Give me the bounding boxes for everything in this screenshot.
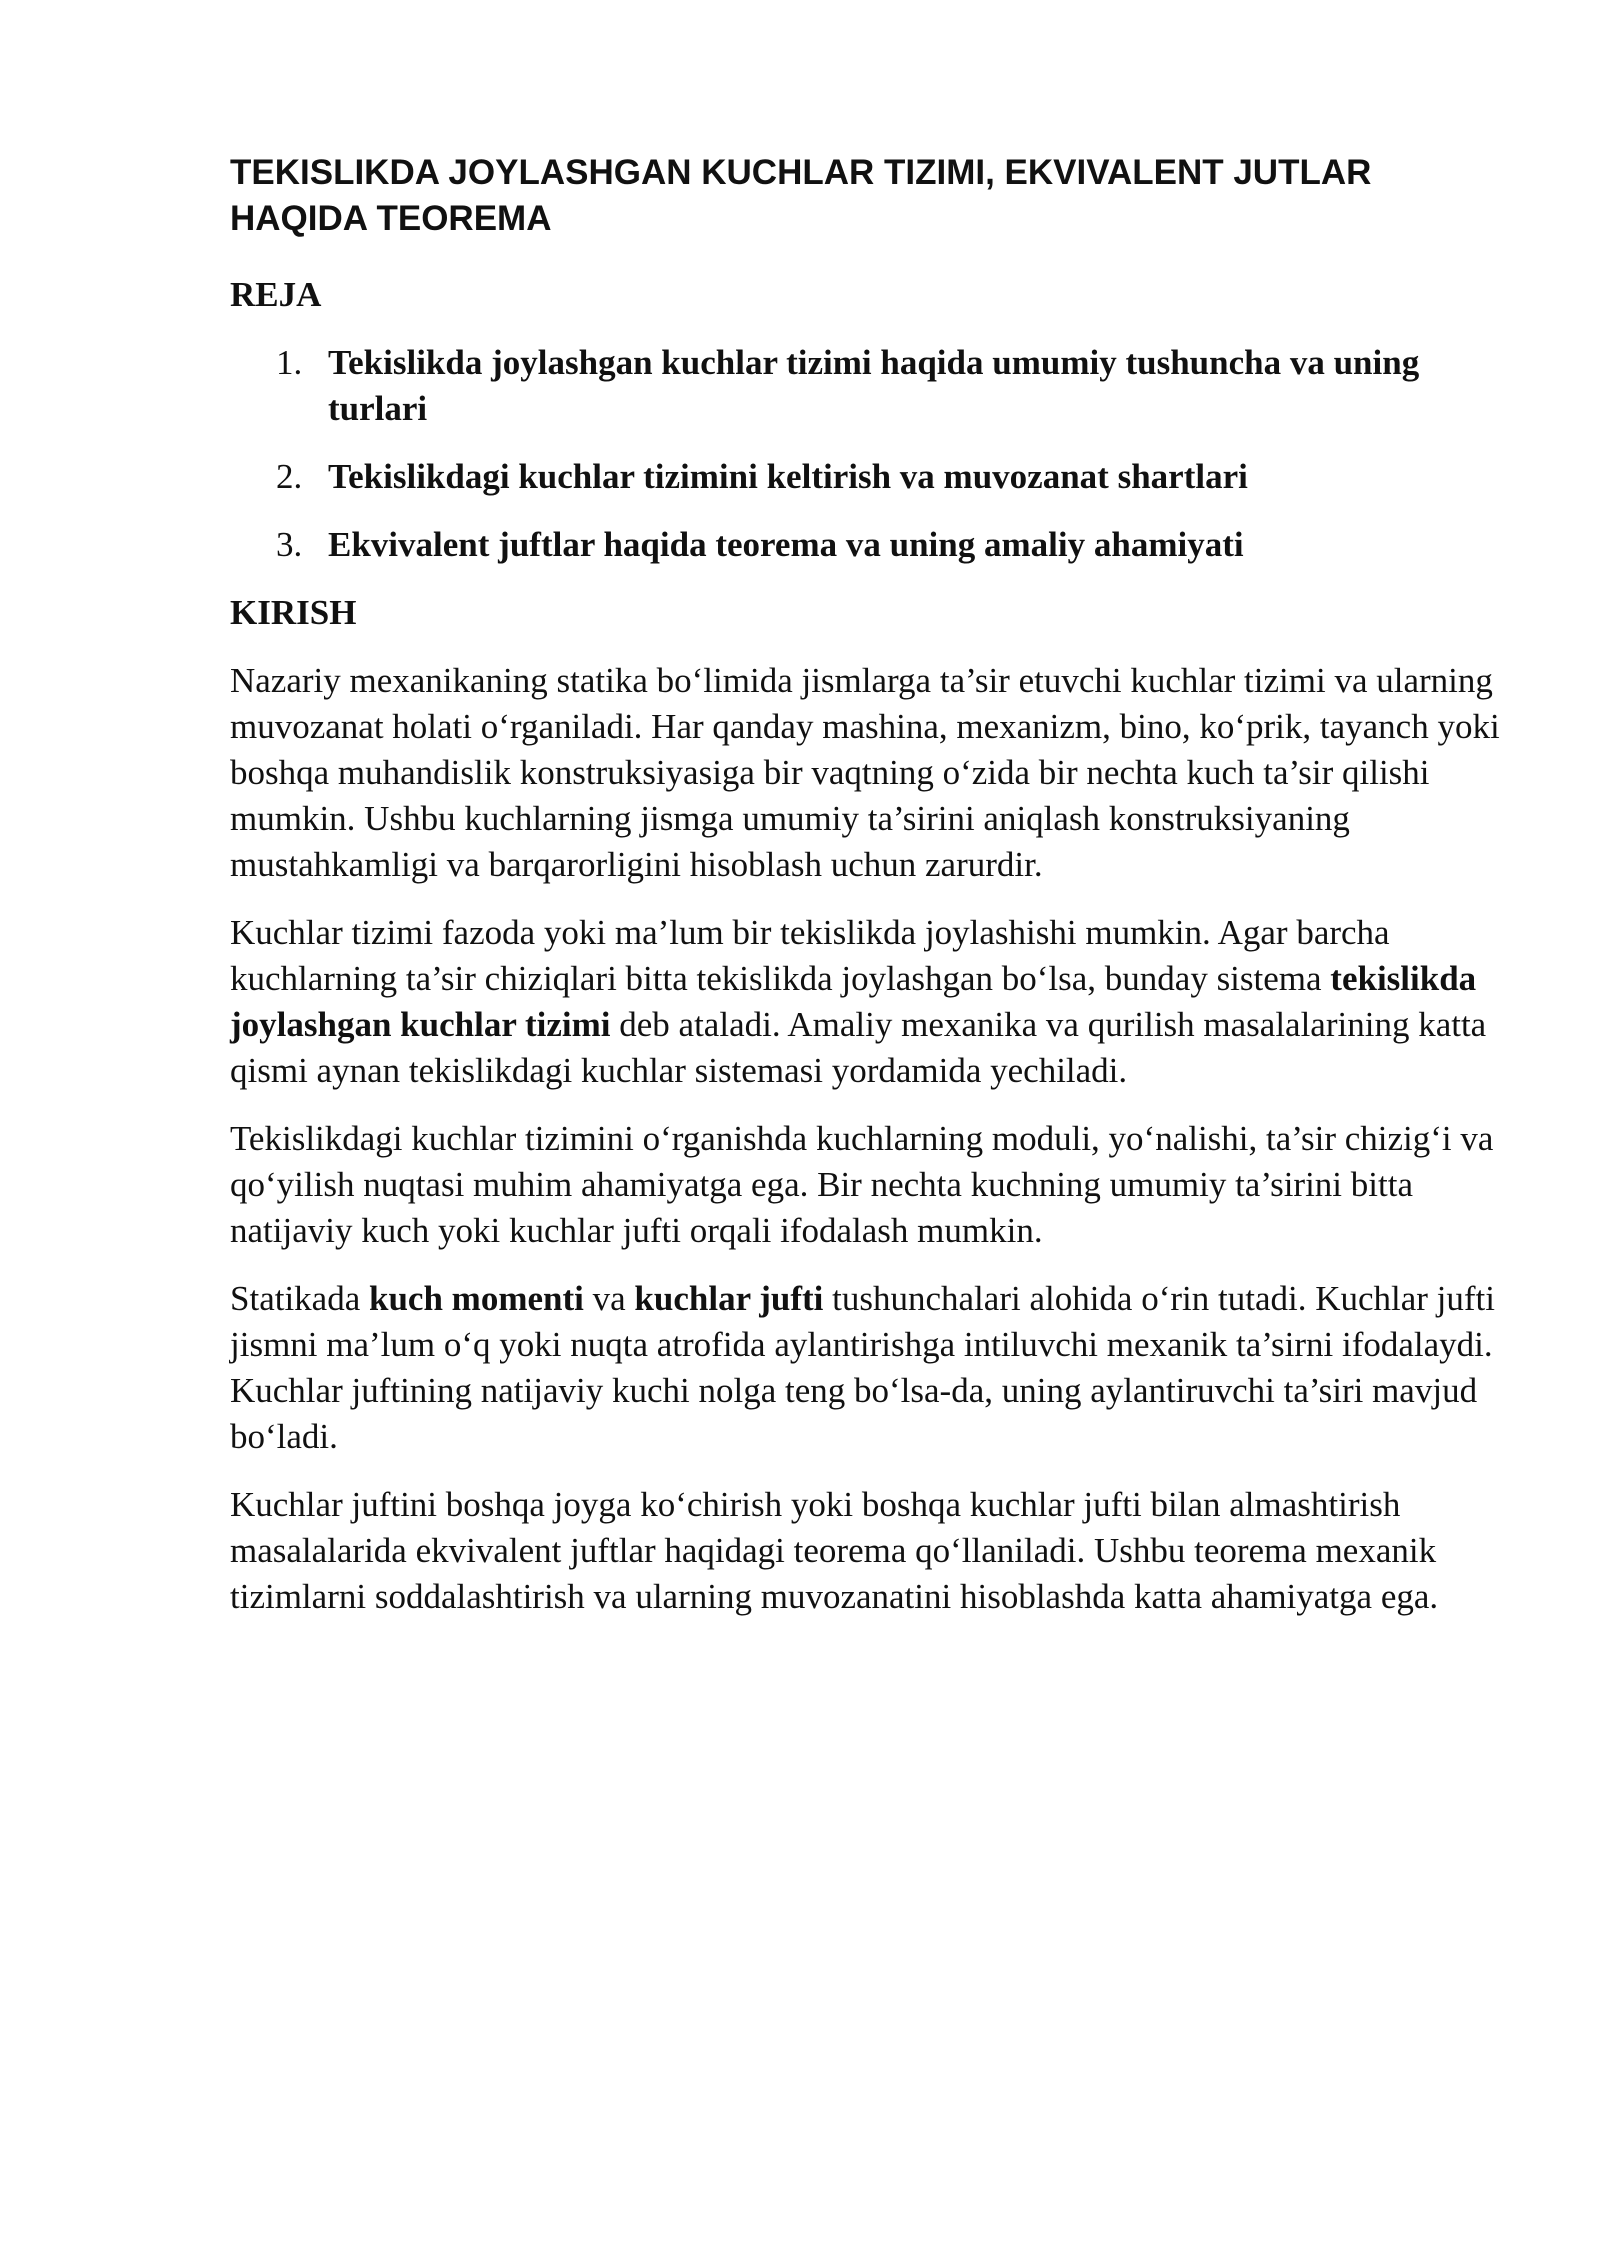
plan-heading: REJA [230,275,322,314]
intro-paragraph-3: Tekislikdagi kuchlar tizimini o‘rganishda kuchlarning moduli, yo‘nalishi, ta’sir chizig‘i va qo‘yilish nuqtasi muhim ahamiyatga ega. Bir nechta kuchning umumiy ta’sirini bitta natijaviy kuch yoki kuchlar jufti orqali ifodalash mumkin. [230,1119,1494,1250]
document-title: TEKISLIKDA JOYLASHGAN KUCHLAR TIZIMI, EKVIVALENT JUTLAR HAQIDA TEOREMA [230,153,1372,238]
paragraph-text: Statikada [230,1279,369,1318]
plan-item-text: Tekislikda joylashgan kuchlar tizimi haqida umumiy tushuncha va uning turlari [328,343,1420,428]
bold-term: tekislikda joylashgan kuchlar tizimi [230,959,1477,1044]
bold-term: kuch momenti [369,1279,584,1318]
plan-item-3 [230,522,1508,568]
plan-item-number: 2. [276,457,303,496]
paragraph-text: Kuchlar tizimi fazoda yoki ma’lum bir tekislikda joylashishi mumkin. Agar barcha kuchlarning ta’sir chiziqlari bitta tekislikda joylashgan bo‘lsa, bunday sistema [230,913,1390,998]
paragraph-text: deb ataladi. Amaliy mexanika va qurilish masalalarining katta qismi aynan tekislikdagi kuchlar sistemasi yordamida yechiladi. [230,1005,1487,1090]
intro-paragraph-2 [230,910,1500,1094]
intro-paragraph-5: Kuchlar juftini boshqa joyga ko‘chirish yoki boshqa kuchlar jufti bilan almashtirish masalalarida ekvivalent juftlar haqidagi teorema qo‘llaniladi. Ushbu teorema mexanik tizimlarni soddalashtirish va ularning muvozanatini hisoblashda katta ahamiyatga ega. [230,1485,1439,1616]
plan-item-number: 1. [276,343,303,382]
plan-item-number: 3. [276,525,303,564]
document-page [230,150,1500,1642]
plan-item-2 [230,454,1508,500]
paragraph-text: va [583,1279,635,1318]
plan-item-text: Tekislikdagi kuchlar tizimini keltirish va muvozanat shartlari [328,457,1248,496]
plan-item-text: Ekvivalent juftlar haqida teorema va uning amaliy ahamiyati [328,525,1244,564]
plan-item-1 [230,340,1508,432]
plan-list [230,340,1500,568]
bold-term: kuchlar jufti [634,1279,824,1318]
intro-paragraph-4 [230,1276,1500,1460]
intro-paragraph-1: Nazariy mexanikaning statika bo‘limida jismlarga ta’sir etuvchi kuchlar tizimi va ularning muvozanat holati o‘rganiladi. Har qanday mashina, mexanizm, bino, ko‘prik, tayanch yoki boshqa muhandislik konstruksiyasiga bir vaqtning o‘zida bir nechta kuch ta’sir qilishi mumkin. Ushbu kuchlarning jismga umumiy ta’sirini aniqlash konstruksiyaning mustahkamligi va barqarorligini hisoblash uchun zarurdir. [230,661,1500,884]
paragraph-text: tushunchalari alohida o‘rin tutadi. Kuchlar jufti jismni ma’lum o‘q yoki nuqta atrofida aylantirishga intiluvchi mexanik ta’sirni ifodalaydi. Kuchlar juftining natijaviy kuchi nolga teng bo‘lsa-da, uning aylantiruvchi ta’siri mavjud bo‘ladi. [230,1279,1496,1456]
intro-heading: KIRISH [230,593,357,632]
